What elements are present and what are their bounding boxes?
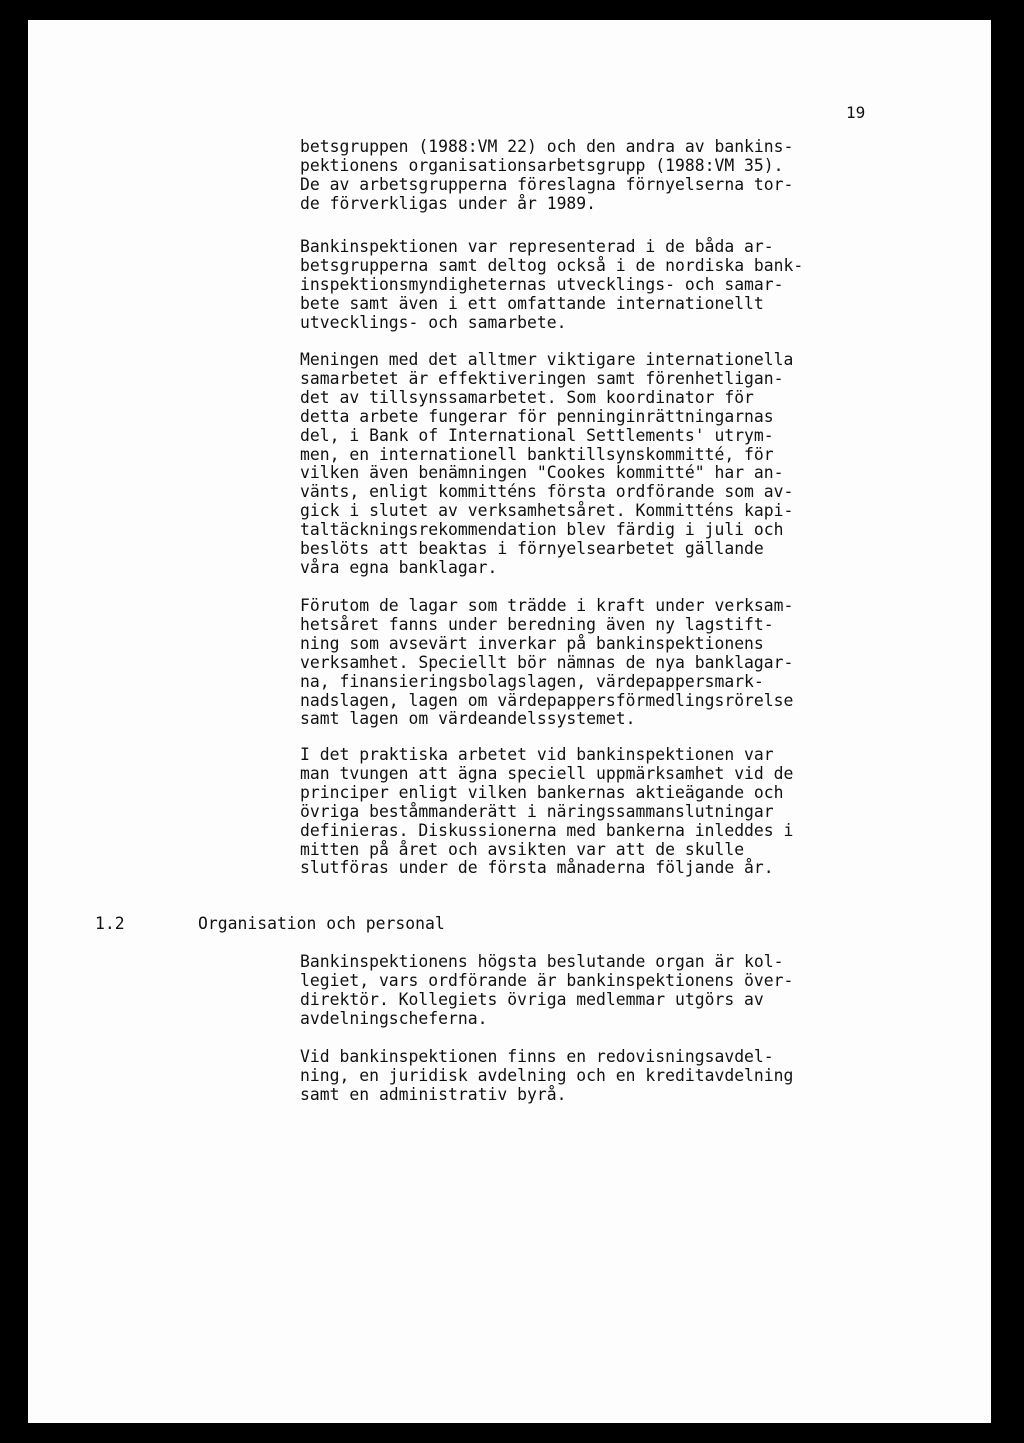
section-title: Organisation och personal (198, 914, 445, 933)
paragraph-representation: Bankinspektionen var representerad i de båda ar- betsgrupperna samt deltog också i de nordiska bank- inspektionsmyndigheternas utvecklings- och samar- bete samt även i ett omfattande internationellt utvecklings- och samarbete. (300, 237, 804, 332)
paragraph-departments: Vid bankinspektionen finns en redovisningsavdel- ning, en juridisk avdelning och en kreditavdelning samt en administrativ byrå. (300, 1047, 794, 1104)
paragraph-practical-work: I det praktiska arbetet vid bankinspektionen var man tvungen att ägna speciell uppmärksamhet vid de principer enligt vilken bankernas aktieägande och övriga beståmmanderätt i näringssammanslutningar definieras. Diskussionerna med bankerna inleddes i mitten på året och avsikten var att de skulle slutföras under de första månaderna följande år. (300, 745, 794, 878)
paragraph-international-cooperation: Meningen med det alltmer viktigare internationella samarbetet är effektiveringen samt förenhetligan- det av tillsynssamarbetet. Som koordinator för detta arbete fungerar för penninginrättningarnas del, i Bank of International Settlements' utrym- men, en internationell banktillsynskommitté, för vilken även benämningen "Cookes kommitté" har an- vänts, enligt kommitténs första ordförande som av- gick i slutet av verksamhetsåret. Kommitténs kapi- taltäckningsrekommendation blev färdig i juli och beslöts att beaktas i förnyelsearbetet gällande våra egna banklagar. (300, 350, 794, 577)
page-number: 19 (846, 103, 866, 122)
section-number: 1.2 (95, 914, 125, 933)
paragraph-working-groups: betsgruppen (1988:VM 22) och den andra av bankins- pektionens organisationsarbetsgrupp (1988:VM 35). De av arbetsgrupperna föreslagna förnyelserna tor- de förverkligas under år 1989. (300, 137, 794, 213)
paragraph-board: Bankinspektionens högsta beslutande organ är kol- legiet, vars ordförande är bankinspektionens över- direktör. Kollegiets övriga medlemmar utgörs av avdelningscheferna. (300, 952, 794, 1028)
paragraph-legislation: Förutom de lagar som trädde i kraft under verksam- hetsåret fanns under beredning även ny lagstift- ning som avsevärt inverkar på bankinspektionens verksamhet. Speciellt bör nämnas de nya banklagar- na, finansieringsbolagslagen, värdepappersmark- nadslagen, lagen om värdepappersförmedlingsrörelse samt lagen om värdeandelssystemet. (300, 596, 794, 729)
